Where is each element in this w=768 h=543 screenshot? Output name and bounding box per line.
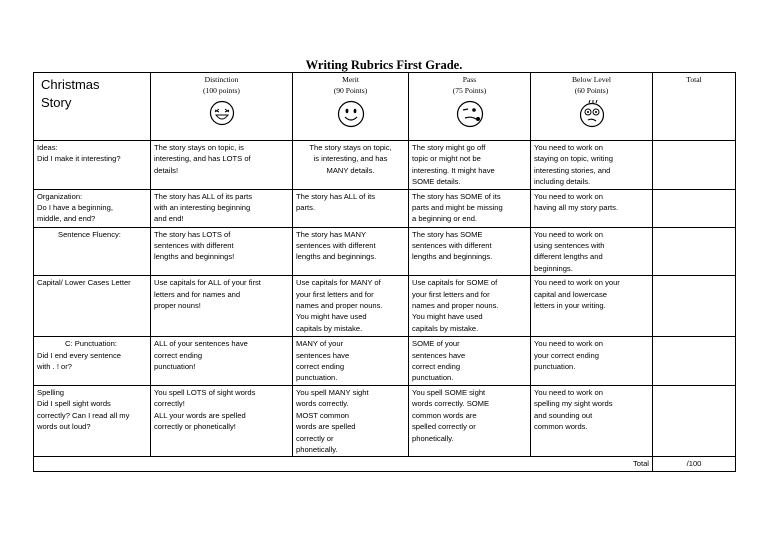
descriptor-line: You might have used xyxy=(412,312,483,322)
descriptor-line: correct ending xyxy=(154,350,203,360)
total-cell xyxy=(653,141,736,190)
criterion-cell xyxy=(34,227,151,276)
descriptor-cell xyxy=(531,385,653,456)
criterion-cell xyxy=(34,385,151,456)
descriptor-line: sentences with different xyxy=(296,241,376,251)
criterion-line: with . ! or? xyxy=(37,362,73,372)
descriptor-line: The story has ALL of its xyxy=(296,191,376,201)
descriptor-line: The story might go off xyxy=(412,143,486,152)
descriptor-line: different lengths and xyxy=(534,252,603,262)
rubric-title: Writing Rubrics First Grade. xyxy=(305,58,463,72)
story-title-line: Christmas xyxy=(41,77,100,92)
descriptor-line: sentences with different xyxy=(412,241,492,251)
descriptor-line: The story has SOME xyxy=(412,229,483,239)
descriptor-line: using sentences with xyxy=(534,241,605,251)
descriptor-line: phonetically. xyxy=(296,444,338,454)
footer-total-value: /100 xyxy=(653,457,736,471)
descriptor-cell xyxy=(151,337,293,386)
rubric-table xyxy=(33,72,736,472)
descriptor-line: words correctly. SOME xyxy=(412,399,490,409)
column-name: Pass xyxy=(462,75,477,84)
descriptor-line: Use capitals for SOME of xyxy=(412,278,498,288)
descriptor-line: lengths and beginnings! xyxy=(154,252,235,262)
descriptor-cell xyxy=(293,189,409,227)
descriptor-line: sentences have xyxy=(296,350,350,360)
descriptor-line: punctuation. xyxy=(412,373,454,383)
descriptor-line: punctuation. xyxy=(534,362,576,372)
column-name: Below Level xyxy=(571,75,611,84)
descriptor-line: punctuation. xyxy=(296,373,338,383)
descriptor-line: You need to work on xyxy=(534,143,603,152)
rubric-row-punctuation xyxy=(34,337,736,386)
descriptor-line: MANY details. xyxy=(326,165,375,175)
descriptor-line: staying on topic, writing xyxy=(534,154,613,164)
header-row xyxy=(34,73,736,141)
descriptor-line: details! xyxy=(154,165,179,175)
descriptor-line: correctly or xyxy=(296,433,334,443)
story-title-line: Story xyxy=(41,95,72,110)
descriptor-line: correct ending xyxy=(296,362,345,372)
descriptor-line: lengths and beginnings. xyxy=(412,252,493,262)
column-name: Distinction xyxy=(204,75,239,84)
descriptor-line: correctly or phonetically! xyxy=(154,422,236,432)
descriptor-line: SOME details. xyxy=(412,177,461,187)
descriptor-line: correctly! xyxy=(154,399,185,409)
descriptor-cell xyxy=(293,227,409,276)
descriptor-line: topic or might not be xyxy=(412,154,481,164)
descriptor-line: The story has MANY xyxy=(296,229,367,239)
descriptor-line: You spell SOME sight xyxy=(412,387,486,397)
descriptor-line: The story has ALL of its parts xyxy=(154,191,253,201)
descriptor-cell xyxy=(531,276,653,337)
criterion-line: Sentence Fluency: xyxy=(58,229,121,239)
descriptor-line: parts and might be missing xyxy=(412,203,503,213)
descriptor-line: names and proper nouns. xyxy=(412,301,499,311)
descriptor-line: names and proper nouns. xyxy=(296,301,383,311)
criterion-line: Capital/ Lower Cases Letter xyxy=(37,278,131,288)
descriptor-line: your correct ending xyxy=(534,350,600,360)
descriptor-cell xyxy=(531,337,653,386)
descriptor-line: You need to work on xyxy=(534,191,603,201)
total-cell xyxy=(653,189,736,227)
rubric-row-sentence-fluency xyxy=(34,227,736,276)
criterion-line: Do I have a beginning, xyxy=(37,203,113,213)
descriptor-cell xyxy=(409,337,531,386)
descriptor-line: Use capitals for MANY of xyxy=(296,278,381,288)
criterion-line: Did I spell sight words xyxy=(37,399,111,409)
descriptor-line: beginnings. xyxy=(534,263,573,273)
footer-total-label: Total xyxy=(34,457,653,471)
criterion-line: Did I end every sentence xyxy=(37,350,122,360)
descriptor-cell xyxy=(531,141,653,190)
descriptor-cell xyxy=(531,189,653,227)
column-header-pass xyxy=(409,73,531,141)
descriptor-line: common words are xyxy=(412,410,477,420)
descriptor-line: capital and lowercase xyxy=(534,289,608,299)
descriptor-line: The story stays on topic, xyxy=(309,143,392,152)
criterion-line: Spelling xyxy=(37,387,65,397)
column-header-total xyxy=(653,73,736,141)
descriptor-line: your first letters and for xyxy=(296,289,374,299)
total-cell xyxy=(653,276,736,337)
descriptor-line: spelling my sight words xyxy=(534,399,613,409)
descriptor-line: Use capitals for ALL of your first xyxy=(154,278,261,288)
descriptor-line: The story has SOME of its xyxy=(412,191,501,201)
rubric-row-organization xyxy=(34,189,736,227)
descriptor-line: proper nouns! xyxy=(154,301,201,311)
descriptor-line: You spell MANY sight xyxy=(296,387,369,397)
column-points: (90 Points) xyxy=(333,86,368,96)
criterion-cell xyxy=(34,337,151,386)
confused-face-icon xyxy=(578,100,606,128)
descriptor-line: phonetically. xyxy=(412,433,454,443)
column-name: Total xyxy=(686,75,702,84)
descriptor-line: interesting. It might have xyxy=(412,165,495,175)
descriptor-line: MANY of your xyxy=(296,339,344,349)
descriptor-cell xyxy=(151,189,293,227)
column-header-below-level xyxy=(531,73,653,141)
descriptor-line: spelled correctly or xyxy=(412,422,476,432)
criterion-line: Ideas: xyxy=(37,143,58,152)
descriptor-line: You might have used xyxy=(296,312,367,322)
descriptor-line: ALL your words are spelled xyxy=(154,410,246,420)
descriptor-cell xyxy=(409,227,531,276)
descriptor-line: capitals by mistake. xyxy=(412,323,479,333)
criterion-line: words out loud? xyxy=(37,422,91,432)
descriptor-cell xyxy=(293,385,409,456)
descriptor-line: parts. xyxy=(296,203,315,213)
descriptor-cell xyxy=(409,141,531,190)
descriptor-line: sentences have xyxy=(412,350,466,360)
story-title-cell xyxy=(34,73,151,141)
total-cell xyxy=(653,227,736,276)
descriptor-line: SOME of your xyxy=(412,339,460,349)
descriptor-line: letters in your writing. xyxy=(534,301,606,311)
descriptor-cell xyxy=(409,385,531,456)
descriptor-cell xyxy=(293,337,409,386)
descriptor-line: lengths and beginnings. xyxy=(296,252,377,262)
rubric-row-spelling xyxy=(34,385,736,456)
descriptor-line: having all my story parts. xyxy=(534,203,618,213)
descriptor-line: punctuation! xyxy=(154,362,196,372)
descriptor-line: The story has LOTS of xyxy=(154,229,231,239)
descriptor-line: You need to work on xyxy=(534,339,603,349)
descriptor-cell xyxy=(151,227,293,276)
descriptor-line: You spell LOTS of sight words xyxy=(154,387,256,397)
total-cell xyxy=(653,385,736,456)
descriptor-line: ALL of your sentences have xyxy=(154,339,248,349)
column-header-distinction xyxy=(151,73,293,141)
column-header-merit xyxy=(293,73,409,141)
descriptor-line: with an interesting beginning xyxy=(154,203,251,213)
descriptor-cell xyxy=(151,385,293,456)
descriptor-line: The story stays on topic, is xyxy=(154,143,244,152)
total-cell xyxy=(653,337,736,386)
descriptor-cell xyxy=(409,189,531,227)
descriptor-line: words correctly. xyxy=(296,399,349,409)
descriptor-cell xyxy=(151,141,293,190)
descriptor-line: You need to work on xyxy=(534,229,603,239)
descriptor-line: You need to work on xyxy=(534,387,603,397)
descriptor-line: letters and for names and xyxy=(154,289,241,299)
descriptor-line: interesting, and has LOTS of xyxy=(154,154,251,164)
descriptor-line: capitals by mistake. xyxy=(296,323,363,333)
criterion-line: middle, and end? xyxy=(37,214,96,224)
descriptor-line: MOST common xyxy=(296,410,350,420)
descriptor-line: common words. xyxy=(534,422,588,432)
descriptor-line: including details. xyxy=(534,177,591,187)
descriptor-line: You need to work on your xyxy=(534,278,620,288)
descriptor-cell xyxy=(409,276,531,337)
descriptor-line: words are spelled xyxy=(296,422,356,432)
descriptor-cell xyxy=(531,227,653,276)
descriptor-cell xyxy=(151,276,293,337)
descriptor-line: correct ending xyxy=(412,362,461,372)
descriptor-line: and end! xyxy=(154,214,184,224)
criterion-line: Organization: xyxy=(37,191,83,201)
criterion-line: Did I make it interesting? xyxy=(37,154,121,164)
column-name: Merit xyxy=(342,75,359,84)
descriptor-line: sentences with different xyxy=(154,241,234,251)
laughing-face-icon xyxy=(209,100,235,126)
criterion-cell xyxy=(34,276,151,337)
criterion-line: correctly? Can I read all my xyxy=(37,410,130,420)
rubric-row-ideas xyxy=(34,141,736,190)
criterion-line: C: Punctuation: xyxy=(65,339,117,349)
rubric-row-capital-letters xyxy=(34,276,736,337)
descriptor-line: and sounding out xyxy=(534,410,593,420)
wink-face-icon xyxy=(456,100,484,128)
descriptor-line: is interesting, and has xyxy=(313,154,388,164)
descriptor-cell xyxy=(293,141,409,190)
criterion-cell xyxy=(34,141,151,190)
column-points: (100 points) xyxy=(203,86,240,96)
descriptor-line: your first letters and for xyxy=(412,289,490,299)
column-points: (60 Points) xyxy=(574,86,609,96)
descriptor-cell xyxy=(293,276,409,337)
descriptor-line: a beginning or end. xyxy=(412,214,478,224)
column-points: (75 Points) xyxy=(452,86,487,96)
footer-total-row xyxy=(34,457,736,471)
criterion-cell xyxy=(34,189,151,227)
descriptor-line: interesting stories, and xyxy=(534,165,611,175)
smile-face-icon xyxy=(337,100,365,128)
